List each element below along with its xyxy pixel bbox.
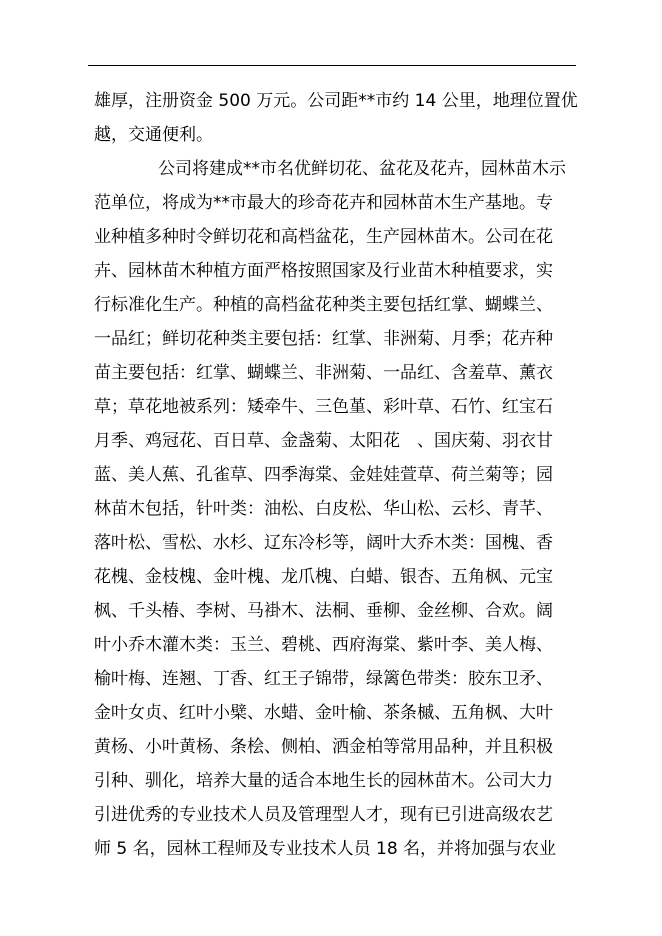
text-line: 行标准化生产。种植的高档盆花种类主要包括红掌、蝴蝶兰、: [94, 295, 553, 315]
text-line: 蓝、美人蕉、孔雀草、四季海棠、金娃娃萱草、荷兰菊等；园: [94, 465, 553, 485]
text-line: 引进优秀的专业技术人员及管理型人才，现有已引进高级农艺: [94, 805, 553, 825]
text-line: 落叶松、雪松、水杉、辽东冷杉等，阔叶大乔木类：国槐、香: [94, 533, 553, 553]
text-line: 苗主要包括：红掌、蝴蝶兰、非洲菊、一品红、含羞草、薰衣: [94, 363, 553, 383]
text-line: 叶小乔木灌木类：玉兰、碧桃、西府海棠、紫叶李、美人梅、: [94, 635, 553, 655]
text-line: 雄厚，注册资金 500 万元。公司距**市约 14 公里，地理位置优: [94, 91, 578, 111]
text-line: 花槐、金枝槐、金叶槐、龙爪槐、白蜡、银杏、五角枫、元宝: [94, 567, 553, 587]
paragraph-first-line: 公司将建成**市名优鲜切花、盆花及花卉，园林苗木示: [158, 159, 566, 179]
text-line: 榆叶梅、连翘、丁香、红王子锦带，绿篱色带类：胶东卫矛、: [94, 669, 553, 689]
text-line: 一品红；鲜切花种类主要包括：红掌、非洲菊、月季；花卉种: [94, 329, 553, 349]
text-line: 卉、园林苗木种植方面严格按照国家及行业苗木种植要求，实: [94, 261, 553, 281]
text-line: 草；草花地被系列：矮牵牛、三色堇、彩叶草、石竹、红宝石: [94, 397, 553, 417]
text-line: 枫、千头椿、李树、马褂木、法桐、垂柳、金丝柳、合欢。阔: [94, 601, 553, 621]
text-line: 林苗木包括，针叶类：油松、白皮松、华山松、云杉、青芊、: [94, 499, 553, 519]
header-rule: [88, 65, 576, 66]
text-line: 月季、鸡冠花、百日草、金盏菊、太阳花 、国庆菊、羽衣甘: [94, 431, 553, 451]
text-line: 金叶女贞、红叶小檗、水蜡、金叶榆、茶条槭、五角枫、大叶: [94, 703, 553, 723]
text-line: 范单位，将成为**市最大的珍奇花卉和园林苗木生产基地。专: [94, 193, 553, 213]
text-line: 越，交通便利。: [94, 125, 213, 145]
text-line: 黄杨、小叶黄杨、条桧、侧柏、洒金柏等常用品种，并且积极: [94, 737, 553, 757]
text-line: 师 5 名，园林工程师及专业技术人员 18 名，并将加强与农业: [94, 839, 557, 859]
text-line: 业种植多种时令鲜切花和高档盆花，生产园林苗木。公司在花: [94, 227, 553, 247]
text-line: 引种、驯化，培养大量的适合本地生长的园林苗木。公司大力: [94, 771, 553, 791]
